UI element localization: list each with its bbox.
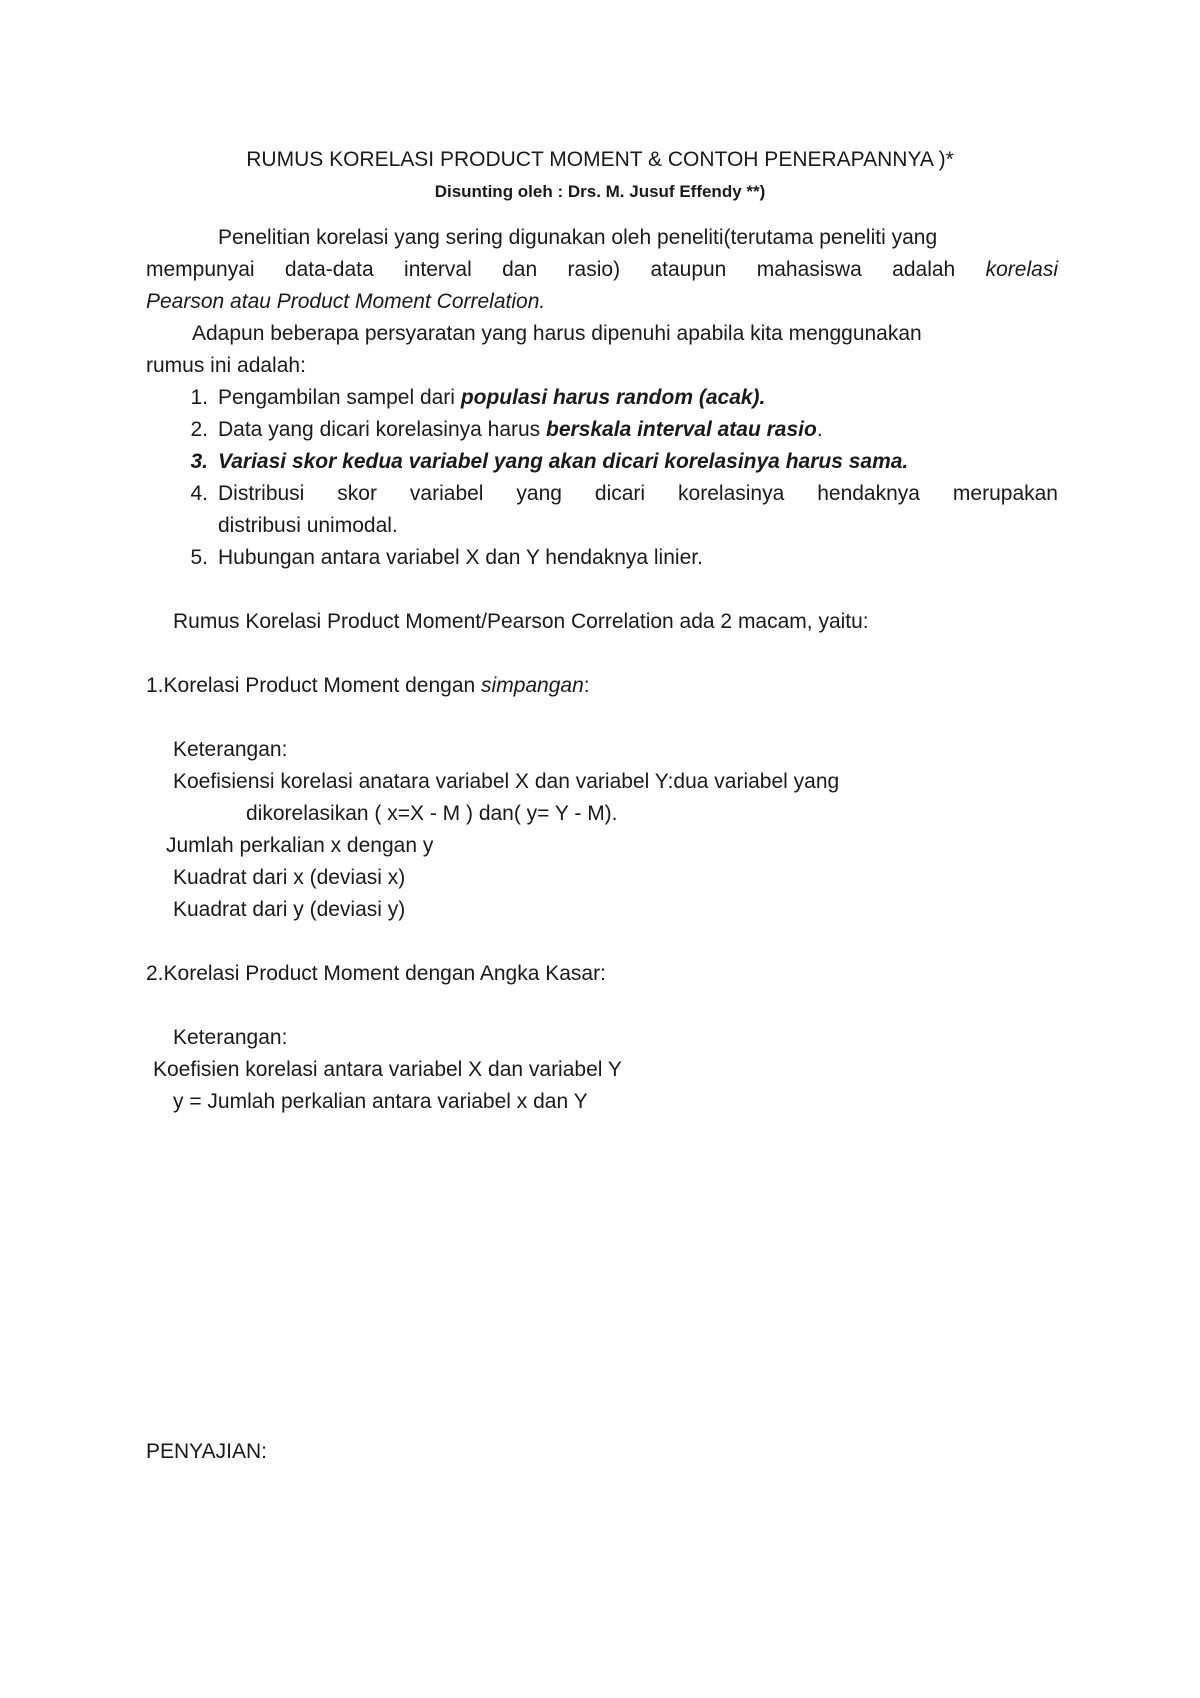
section-1-heading-italic: simpangan xyxy=(481,674,584,697)
section-1-keterangan: Keterangan: xyxy=(173,738,288,761)
penyajian-heading: PENYAJIAN: xyxy=(146,1440,267,1463)
intro-line-1: Penelitian korelasi yang sering digunakan oleh peneliti(terutama peneliti yang xyxy=(218,226,938,249)
section-2-line: Koefisien korelasi antara variabel X dan variabel Y xyxy=(153,1058,622,1081)
intro-line-2 xyxy=(146,256,1058,284)
list-item-continuation: distribusi unimodal. xyxy=(218,514,398,537)
section-1-line: Kuadrat dari y (deviasi y) xyxy=(173,898,406,921)
section-1-line: dikorelasikan ( x=X - M ) dan( y= Y - M). xyxy=(246,802,618,825)
section-1-heading-suffix: : xyxy=(583,674,590,697)
intro-line-3-italic: Pearson atau Product Moment Correlation. xyxy=(146,290,546,313)
list-number: 3. xyxy=(190,450,208,473)
section-1-line: Kuadrat dari x (deviasi x) xyxy=(173,866,406,889)
intro-line-2-italic: korelasi xyxy=(985,258,1058,281)
section-1-line: Jumlah perkalian x dengan y xyxy=(166,834,434,857)
document-subtitle: Disunting oleh : Drs. M. Jusuf Effendy **) xyxy=(434,182,766,201)
requirements-line-2: rumus ini adalah: xyxy=(146,354,306,377)
list-number: 4. xyxy=(190,482,208,505)
list-item xyxy=(218,416,823,444)
section-2-line: y = Jumlah perkalian antara variabel x dan Y xyxy=(173,1090,588,1113)
section-1-line: Koefisiensi korelasi anatara variabel X dan variabel Y:dua variabel yang xyxy=(173,770,840,793)
list-number: 1. xyxy=(190,386,208,409)
list-number: 2. xyxy=(190,418,208,441)
section-1-heading-text: 1.Korelasi Product Moment dengan xyxy=(146,674,482,697)
document-title: RUMUS KORELASI PRODUCT MOMENT & CONTOH PENERAPANNYA )* xyxy=(246,148,954,171)
list-item-emphasis: Variasi skor kedua variabel yang akan dicari korelasinya harus sama. xyxy=(218,450,909,473)
section-2-heading: 2.Korelasi Product Moment dengan Angka Kasar: xyxy=(146,962,606,985)
list-item xyxy=(218,448,908,476)
list-item: Distribusi skor variabel yang dicari korelasinya hendaknya merupakan xyxy=(218,482,1058,505)
list-number: 5. xyxy=(190,546,208,569)
section-2-keterangan: Keterangan: xyxy=(173,1026,288,1049)
formula-intro: Rumus Korelasi Product Moment/Pearson Correlation ada 2 macam, yaitu: xyxy=(173,610,869,633)
list-item xyxy=(218,384,765,412)
list-item-suffix: . xyxy=(816,418,823,441)
list-item-emphasis: populasi harus random (acak). xyxy=(460,386,766,409)
intro-line-3 xyxy=(146,288,545,316)
intro-line-2-text: mempunyai data-data interval dan rasio) ataupun mahasiswa adalah xyxy=(146,258,956,281)
list-item-text: Data yang dicari korelasinya harus xyxy=(218,418,547,441)
section-1-heading xyxy=(146,672,590,700)
requirements-line-1: Adapun beberapa persyaratan yang harus dipenuhi apabila kita menggunakan xyxy=(192,322,922,345)
list-item: Hubungan antara variabel X dan Y hendaknya linier. xyxy=(218,546,703,569)
list-item-text: Pengambilan sampel dari xyxy=(218,386,461,409)
list-item-emphasis: berskala interval atau rasio xyxy=(546,418,817,441)
